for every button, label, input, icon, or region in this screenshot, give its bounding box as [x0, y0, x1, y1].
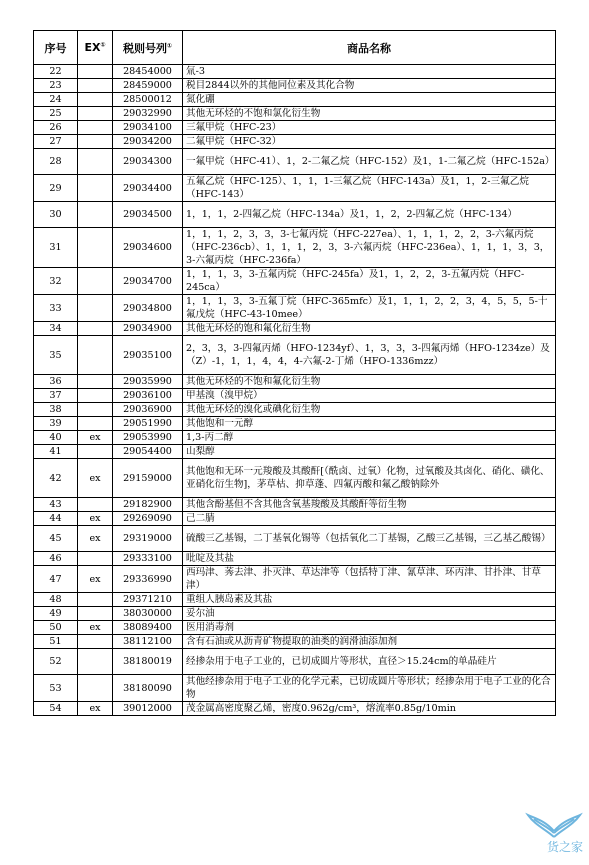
table-row — [34, 445, 556, 459]
table-row — [34, 431, 556, 445]
cell-code: 38030000 — [113, 607, 183, 621]
cell-name: 山梨醇 — [183, 445, 556, 459]
cell-no: 28 — [34, 149, 78, 175]
cell-name: 甲基溴（溴甲烷） — [183, 389, 556, 403]
cell-no: 33 — [34, 295, 78, 322]
cell-code: 29159000 — [113, 459, 183, 498]
cell-no: 38 — [34, 403, 78, 417]
cell-code: 29054400 — [113, 445, 183, 459]
cell-code: 29034800 — [113, 295, 183, 322]
cell-no: 26 — [34, 121, 78, 135]
cell-code: 29034100 — [113, 121, 183, 135]
cell-ex — [78, 202, 113, 228]
cell-no: 53 — [34, 675, 78, 702]
header-ex-footnote: ① — [100, 41, 106, 49]
cell-name: 五氟乙烷（HFC-125）、1，1，1-三氟乙烷（HFC-143a）及1，1，2-三氟乙烷（HFC-143） — [183, 175, 556, 202]
cell-name: 氚-3 — [183, 65, 556, 79]
cell-code: 29034400 — [113, 175, 183, 202]
cell-name: 含有石油或从沥青矿物提取的油类的润滑油添加剂 — [183, 635, 556, 649]
cell-no: 44 — [34, 512, 78, 526]
cell-code: 29269090 — [113, 512, 183, 526]
cell-no: 36 — [34, 375, 78, 389]
cell-name: 1，1，1，3，3-五氟丁烷（HFC-365mfc）及1，1，1，2，2，3，4，5，5，5-十氟戊烷（HFC-43-10mee） — [183, 295, 556, 322]
cell-ex: ex — [78, 512, 113, 526]
cell-code: 29182900 — [113, 498, 183, 512]
table-row — [34, 389, 556, 403]
cell-ex — [78, 417, 113, 431]
cell-code: 29034700 — [113, 268, 183, 295]
cell-no: 52 — [34, 649, 78, 675]
cell-name: 医用消毒剂 — [183, 621, 556, 635]
cell-code: 29034200 — [113, 135, 183, 149]
table-row — [34, 566, 556, 593]
cell-code: 29051990 — [113, 417, 183, 431]
cell-no: 45 — [34, 526, 78, 552]
cell-code: 28459000 — [113, 79, 183, 93]
cell-name: 1，1，1，3，3-五氟丙烷（HFC-245fa）及1，1，2，2，3-五氟丙烷（HFC-245ca） — [183, 268, 556, 295]
table-row — [34, 593, 556, 607]
cell-name: 其他饱和无环一元羧酸及其酸酐[（酰卤、过氧）化物，过氧酸及其卤化、硝化、磺化、亚硝化衍生物]，茅草枯、抑草蓬、四氟丙酸和氟乙酸钠除外 — [183, 459, 556, 498]
cell-name: 1，1，1，2，3，3，3-七氟丙烷（HFC-227ea）、1，1，1，2，2，3-六氟丙烷（HFC-236cb）、1，1，1，2，3，3-六氟丙烷（HFC-236ea）、1，1，1，3，3，3-六氟丙烷（HFC-236fa） — [183, 228, 556, 268]
cell-code: 29333100 — [113, 552, 183, 566]
table-row — [34, 202, 556, 228]
cell-no: 42 — [34, 459, 78, 498]
cell-no: 48 — [34, 593, 78, 607]
cell-no: 50 — [34, 621, 78, 635]
table-row — [34, 512, 556, 526]
cell-name: 其他饱和一元醇 — [183, 417, 556, 431]
cell-code: 38180019 — [113, 649, 183, 675]
cell-no: 25 — [34, 107, 78, 121]
table-row — [34, 121, 556, 135]
cell-name: 其他含酚基但不含其他含氧基羧酸及其酸酐等衍生物 — [183, 498, 556, 512]
table-row — [34, 459, 556, 498]
cell-ex — [78, 336, 113, 375]
cell-ex — [78, 175, 113, 202]
cell-ex: ex — [78, 566, 113, 593]
cell-no: 24 — [34, 93, 78, 107]
cell-name: 其他无环烃的溴化或碘化衍生物 — [183, 403, 556, 417]
cell-name: 其他经掺杂用于电子工业的化学元素，已切成圆片等形状；经掺杂用于电子工业的化合物 — [183, 675, 556, 702]
cell-name: 妥尔油 — [183, 607, 556, 621]
cell-ex: ex — [78, 702, 113, 716]
cell-name: 一氟甲烷（HFC-41）、1，2-二氟乙烷（HFC-152）及1，1-二氟乙烷（HFC-152a） — [183, 149, 556, 175]
cell-name: 重组人胰岛素及其盐 — [183, 593, 556, 607]
cell-no: 49 — [34, 607, 78, 621]
cell-code: 38180090 — [113, 675, 183, 702]
cell-name: 西玛津、莠去津、扑灭津、草达津等（包括特丁津、氰草津、环丙津、甘扑津、甘草津） — [183, 566, 556, 593]
header-ex: EX① — [78, 31, 113, 65]
cell-no: 41 — [34, 445, 78, 459]
cell-code: 29035100 — [113, 336, 183, 375]
cell-code: 29053990 — [113, 431, 183, 445]
cell-ex — [78, 389, 113, 403]
table-row — [34, 649, 556, 675]
cell-no: 37 — [34, 389, 78, 403]
watermark-text: 货之家 — [546, 840, 583, 854]
cell-name: 硫酸三乙基锡，二丁基氧化锡等（包括氧化二丁基锡，乙酸三乙基锡，三乙基乙酸锡） — [183, 526, 556, 552]
cell-ex — [78, 268, 113, 295]
cell-code: 29336990 — [113, 566, 183, 593]
table-row — [34, 621, 556, 635]
cell-name: 吡啶及其盐 — [183, 552, 556, 566]
cell-no: 29 — [34, 175, 78, 202]
cell-ex — [78, 93, 113, 107]
cell-ex — [78, 635, 113, 649]
cell-no: 46 — [34, 552, 78, 566]
cell-ex — [78, 295, 113, 322]
cell-no: 31 — [34, 228, 78, 268]
cell-code: 29034500 — [113, 202, 183, 228]
cell-ex — [78, 65, 113, 79]
header-no: 序号 — [34, 31, 78, 65]
table-row — [34, 322, 556, 336]
header-code-footnote: ① — [166, 41, 173, 49]
cell-no: 39 — [34, 417, 78, 431]
cell-ex — [78, 445, 113, 459]
cell-name: 氮化硼 — [183, 93, 556, 107]
cell-ex — [78, 322, 113, 336]
cell-no: 30 — [34, 202, 78, 228]
cell-ex — [78, 149, 113, 175]
cell-ex: ex — [78, 526, 113, 552]
cell-code: 29034900 — [113, 322, 183, 336]
cell-no: 32 — [34, 268, 78, 295]
cell-name: 2，3，3，3-四氟丙烯（HFO-1234yf）、1，3，3，3-四氟丙烯（HFO-1234ze）及（Z）-1，1，1，4，4，4-六氟-2-丁烯（HFO-1336mzz） — [183, 336, 556, 375]
cell-name: 税目2844以外的其他同位素及其化合物 — [183, 79, 556, 93]
cell-ex: ex — [78, 431, 113, 445]
cell-ex — [78, 107, 113, 121]
cell-ex: ex — [78, 459, 113, 498]
table-row — [34, 702, 556, 716]
tariff-table — [33, 30, 556, 716]
cell-no: 35 — [34, 336, 78, 375]
cell-code: 28454000 — [113, 65, 183, 79]
table-row — [34, 375, 556, 389]
table-row — [34, 336, 556, 375]
cell-no: 47 — [34, 566, 78, 593]
cell-code: 29032990 — [113, 107, 183, 121]
table-row — [34, 135, 556, 149]
header-name: 商品名称 — [183, 31, 556, 65]
cell-name: 经掺杂用于电子工业的，已切成圆片等形状，直径＞15.24cm的单晶硅片 — [183, 649, 556, 675]
cell-no: 27 — [34, 135, 78, 149]
cell-no: 22 — [34, 65, 78, 79]
cell-no: 43 — [34, 498, 78, 512]
cell-code: 29035990 — [113, 375, 183, 389]
cell-code: 38112100 — [113, 635, 183, 649]
cell-name: 三氟甲烷（HFC-23） — [183, 121, 556, 135]
cell-name: 茂金属高密度聚乙烯，密度0.962g/cm³，熔流率0.85g/10min — [183, 702, 556, 716]
table-row — [34, 268, 556, 295]
cell-code: 29034300 — [113, 149, 183, 175]
table-row — [34, 107, 556, 121]
table-row — [34, 498, 556, 512]
table-row — [34, 228, 556, 268]
table-row — [34, 526, 556, 552]
cell-ex — [78, 498, 113, 512]
cell-ex — [78, 593, 113, 607]
cell-name: 其他无环烃的饱和氟化衍生物 — [183, 322, 556, 336]
cell-code: 29034600 — [113, 228, 183, 268]
table-header-row — [34, 31, 556, 65]
cell-name: 1，1，1，2-四氟乙烷（HFC-134a）及1，1，2，2-四氟乙烷（HFC-134） — [183, 202, 556, 228]
header-code: 税则号列① — [113, 31, 183, 65]
cell-ex — [78, 552, 113, 566]
table-row — [34, 65, 556, 79]
cell-name: 其他无环烃的不饱和氟化衍生物 — [183, 375, 556, 389]
table-row — [34, 552, 556, 566]
table-row — [34, 607, 556, 621]
cell-code: 38089400 — [113, 621, 183, 635]
cell-ex — [78, 135, 113, 149]
table-row — [34, 93, 556, 107]
cell-ex — [78, 649, 113, 675]
cell-no: 51 — [34, 635, 78, 649]
table-row — [34, 149, 556, 175]
cell-name: 己二腈 — [183, 512, 556, 526]
cell-ex — [78, 675, 113, 702]
cell-name: 其他无环烃的不饱和氯化衍生物 — [183, 107, 556, 121]
cell-code: 29319000 — [113, 526, 183, 552]
table-row — [34, 403, 556, 417]
cell-ex: ex — [78, 621, 113, 635]
cell-code: 29036100 — [113, 389, 183, 403]
cell-name: 二氟甲烷（HFC-32） — [183, 135, 556, 149]
cell-no: 23 — [34, 79, 78, 93]
table-row — [34, 417, 556, 431]
cell-ex — [78, 121, 113, 135]
cell-no: 40 — [34, 431, 78, 445]
table-row — [34, 295, 556, 322]
cell-ex — [78, 607, 113, 621]
table-row — [34, 175, 556, 202]
cell-ex — [78, 228, 113, 268]
cell-no: 54 — [34, 702, 78, 716]
cell-ex — [78, 403, 113, 417]
cell-code: 28500012 — [113, 93, 183, 107]
cell-code: 29371210 — [113, 593, 183, 607]
cell-ex — [78, 79, 113, 93]
cell-ex — [78, 375, 113, 389]
table-row — [34, 635, 556, 649]
cell-code: 29036900 — [113, 403, 183, 417]
cell-no: 34 — [34, 322, 78, 336]
table-row — [34, 79, 556, 93]
cell-code: 39012000 — [113, 702, 183, 716]
cell-name: 1,3-丙二醇 — [183, 431, 556, 445]
table-row — [34, 675, 556, 702]
